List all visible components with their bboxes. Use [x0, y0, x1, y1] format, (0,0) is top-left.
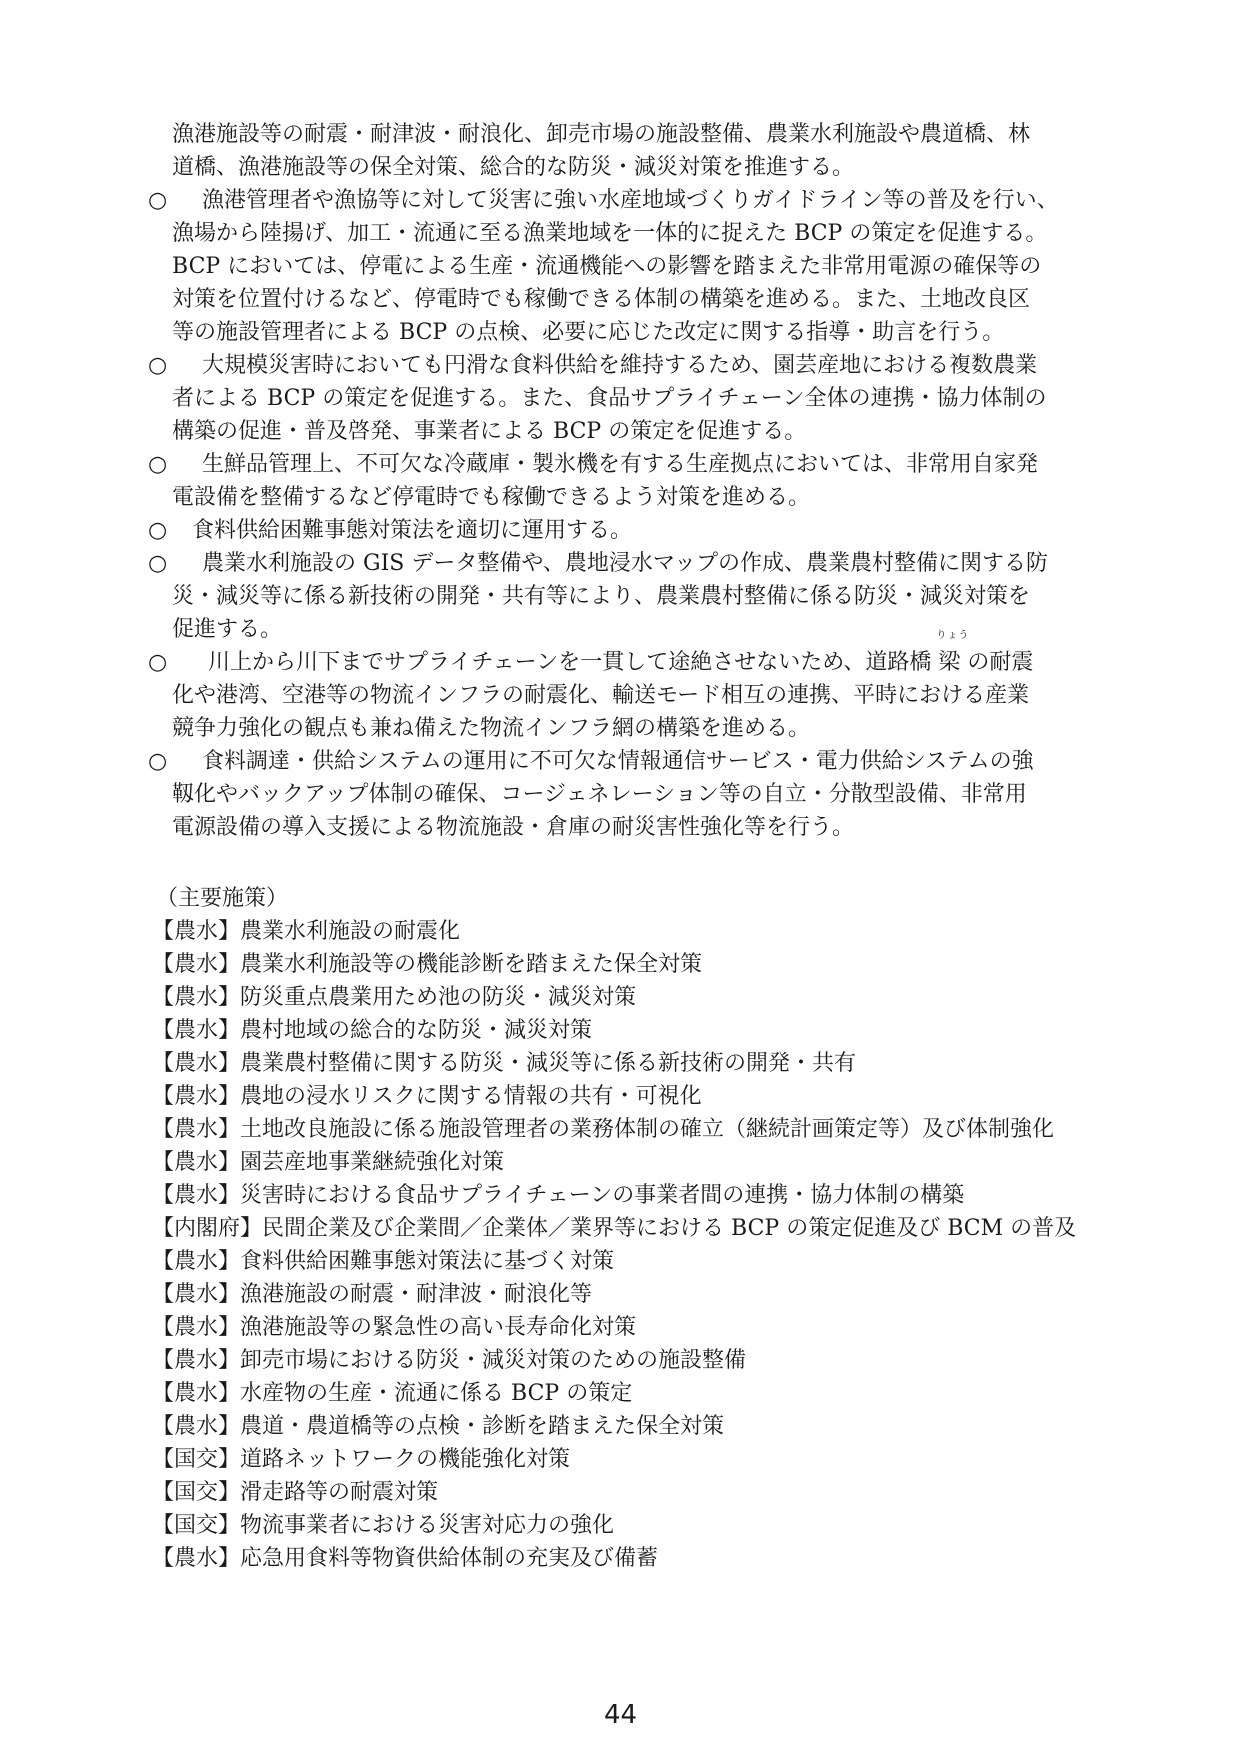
- measure-item: [152, 1080, 1092, 1113]
- text-line: 電設備を整備するなど停電時でも稼働できるよう対策を進める。: [172, 485, 811, 510]
- circle-bullet-icon: ○: [148, 518, 168, 543]
- circle-bullet-icon: ○: [148, 650, 168, 675]
- ministry-tag: 【農水】: [152, 919, 241, 944]
- text-line: 漁場から陸揚げ、加工・流通に至る漁業地域を一体的に捉えた BCP の策定を促進する。: [172, 221, 1048, 246]
- circle-bullet-icon: ○: [148, 353, 168, 378]
- text-line: 促進する。: [172, 617, 283, 642]
- ministry-tag: 【農水】: [152, 985, 241, 1010]
- ministry-tag: 【農水】: [152, 1018, 241, 1043]
- measure-item: [152, 1542, 1092, 1575]
- circle-bullet-icon: ○: [148, 749, 168, 774]
- text-line: 道橋、漁港施設等の保全対策、総合的な防災・減災対策を推進する。: [172, 155, 855, 180]
- text-segment: 川上から川下までサプライチェーンを一貫して途絶させないため、道路橋: [208, 650, 939, 675]
- measure-item: [152, 948, 1092, 981]
- measure-item: [152, 1443, 1092, 1476]
- ministry-tag: 【国交】: [152, 1513, 241, 1538]
- measure-item: [152, 1212, 1092, 1245]
- ministry-tag: 【農水】: [152, 1348, 241, 1373]
- ministry-tag: 【国交】: [152, 1447, 241, 1472]
- major-measures-section: [152, 882, 1092, 1575]
- text-line: BCP においては、停電による生産・流通機能への影響を踏まえた非常用電源の確保等の: [172, 254, 1042, 279]
- measure-text: 滑走路等の耐震対策: [240, 1480, 439, 1505]
- ruby-annotation: りょう: [936, 630, 970, 641]
- ministry-tag: 【内閣府】: [152, 1216, 263, 1241]
- text-line: 漁港施設等の耐震・耐津波・耐浪化、卸売市場の施設整備、農業水利施設や農道橋、林: [172, 122, 1031, 147]
- ministry-tag: 【農水】: [152, 1315, 241, 1340]
- bullet-paragraph: [148, 514, 1092, 547]
- measure-item: [152, 1410, 1092, 1443]
- measure-item: [152, 1245, 1092, 1278]
- bullet-paragraph: [148, 745, 1092, 844]
- text-line: [152, 630, 1092, 679]
- measure-item: [152, 1476, 1092, 1509]
- measure-text: 農業農村整備に関する防災・減災等に係る新技術の開発・共有: [240, 1051, 857, 1076]
- measure-item: [152, 981, 1092, 1014]
- text-line: 漁港管理者や漁協等に対して災害に強い水産地域づくりガイドライン等の普及を行い、: [202, 188, 1059, 213]
- text-line: 者による BCP の策定を促進する。また、食品サプライチェーン全体の連携・協力体制の: [172, 386, 1047, 411]
- measure-item: [152, 1509, 1092, 1542]
- measure-text: 道路ネットワークの機能強化対策: [240, 1447, 571, 1472]
- ministry-tag: 【農水】: [152, 1249, 241, 1274]
- measure-item: [152, 1146, 1092, 1179]
- measure-item: [152, 915, 1092, 948]
- measure-item: [152, 1311, 1092, 1344]
- measure-item: [152, 1179, 1092, 1212]
- bullet-paragraph: [148, 448, 1092, 514]
- bullet-paragraph: [148, 630, 1092, 745]
- measure-text: 土地改良施設に係る施設管理者の業務体制の確立（継続計画策定等）及び体制強化: [240, 1117, 1055, 1142]
- ministry-tag: 【農水】: [152, 1183, 241, 1208]
- ministry-tag: 【農水】: [152, 1084, 241, 1109]
- ministry-tag: 【農水】: [152, 1546, 241, 1571]
- circle-bullet-icon: ○: [148, 551, 168, 576]
- measure-text: 農地の浸水リスクに関する情報の共有・可視化: [240, 1084, 702, 1109]
- text-line: 災・減災等に係る新技術の開発・共有等により、農業農村整備に係る防災・減災対策を: [172, 584, 1031, 609]
- ruby-word: [936, 630, 970, 679]
- text-line: 構築の促進・普及啓発、事業者による BCP の策定を促進する。: [172, 419, 807, 444]
- ministry-tag: 【農水】: [152, 1282, 241, 1307]
- measure-text: 卸売市場における防災・減災対策のための施設整備: [240, 1348, 747, 1373]
- measure-item: [152, 1278, 1092, 1311]
- ministry-tag: 【国交】: [152, 1480, 241, 1505]
- text-line: 対策を位置付けるなど、停電時でも稼働できる体制の構築を進める。また、土地改良区: [172, 287, 1031, 312]
- text-line: 大規模災害時においても円滑な食料供給を維持するため、園芸産地における複数農業: [202, 353, 1038, 378]
- page-number: 44: [603, 1700, 638, 1730]
- ministry-tag: 【農水】: [152, 1414, 241, 1439]
- measure-text: 食料供給困難事態対策法に基づく対策: [240, 1249, 615, 1274]
- ministry-tag: 【農水】: [152, 1150, 241, 1175]
- text-line: 農業水利施設の GIS データ整備や、農地浸水マップの作成、農業農村整備に関する防: [202, 551, 1049, 576]
- measure-item: [152, 1014, 1092, 1047]
- measure-item: [152, 1113, 1092, 1146]
- measure-text: 民間企業及び企業間／企業体／業界等における BCP の策定促進及び BCM の普及: [262, 1216, 1077, 1241]
- ministry-tag: 【農水】: [152, 1117, 241, 1142]
- document-page: [148, 118, 1092, 1575]
- measure-text: 園芸産地事業継続強化対策: [240, 1150, 505, 1175]
- text-line: 靱化やバックアップ体制の確保、コージェネレーション等の自立・分散型設備、非常用: [172, 782, 1027, 807]
- text-line: 電源設備の導入支援による物流施設・倉庫の耐災害性強化等を行う。: [172, 815, 855, 840]
- text-line: 等の施設管理者による BCP の点検、必要に応じた改定に関する指導・助言を行う。: [172, 320, 1005, 345]
- text-line: 食料調達・供給システムの運用に不可欠な情報通信サービス・電力供給システムの強: [202, 749, 1034, 774]
- circle-bullet-icon: ○: [148, 452, 168, 477]
- bullet-paragraph: [148, 349, 1092, 448]
- measure-text: 水産物の生産・流通に係る BCP の策定: [240, 1381, 633, 1406]
- continuation-paragraph: [152, 118, 1092, 184]
- measure-list: [152, 915, 1092, 1575]
- text-segment: の耐震: [960, 650, 1034, 675]
- text-line: 生鮮品管理上、不可欠な冷蔵庫・製氷機を有する生産拠点においては、非常用自家発: [202, 452, 1039, 477]
- bullet-paragraph: [148, 184, 1092, 349]
- measure-text: 災害時における食品サプライチェーンの事業者間の連携・協力体制の構築: [240, 1183, 965, 1208]
- measure-text: 農業水利施設の耐震化: [240, 919, 461, 944]
- ruby-base: 梁: [938, 650, 961, 675]
- ministry-tag: 【農水】: [152, 1381, 241, 1406]
- ministry-tag: 【農水】: [152, 952, 241, 977]
- measure-text: 防災重点農業用ため池の防災・減災対策: [240, 985, 637, 1010]
- measure-item: [152, 1377, 1092, 1410]
- section-heading: （主要施策）: [156, 886, 289, 911]
- text-line: 食料供給困難事態対策法を適切に運用する。: [192, 518, 633, 543]
- measure-text: 農村地域の総合的な防災・減災対策: [240, 1018, 593, 1043]
- measure-item: [152, 1047, 1092, 1080]
- measure-item: [152, 1344, 1092, 1377]
- text-line: 化や港湾、空港等の物流インフラの耐震化、輸送モード相互の連携、平時における産業: [172, 683, 1030, 708]
- measure-text: 農道・農道橋等の点検・診断を踏まえた保全対策: [240, 1414, 725, 1439]
- measure-text: 物流事業者における災害対応力の強化: [240, 1513, 615, 1538]
- measure-text: 漁港施設の耐震・耐津波・耐浪化等: [240, 1282, 593, 1307]
- text-line: 競争力強化の観点も兼ね備えた物流インフラ網の構築を進める。: [172, 716, 811, 741]
- measure-text: 農業水利施設等の機能診断を踏まえた保全対策: [240, 952, 703, 977]
- measure-text: 応急用食料等物資供給体制の充実及び備蓄: [240, 1546, 659, 1571]
- ministry-tag: 【農水】: [152, 1051, 241, 1076]
- measure-text: 漁港施設等の緊急性の高い長寿命化対策: [240, 1315, 637, 1340]
- circle-bullet-icon: ○: [148, 188, 168, 213]
